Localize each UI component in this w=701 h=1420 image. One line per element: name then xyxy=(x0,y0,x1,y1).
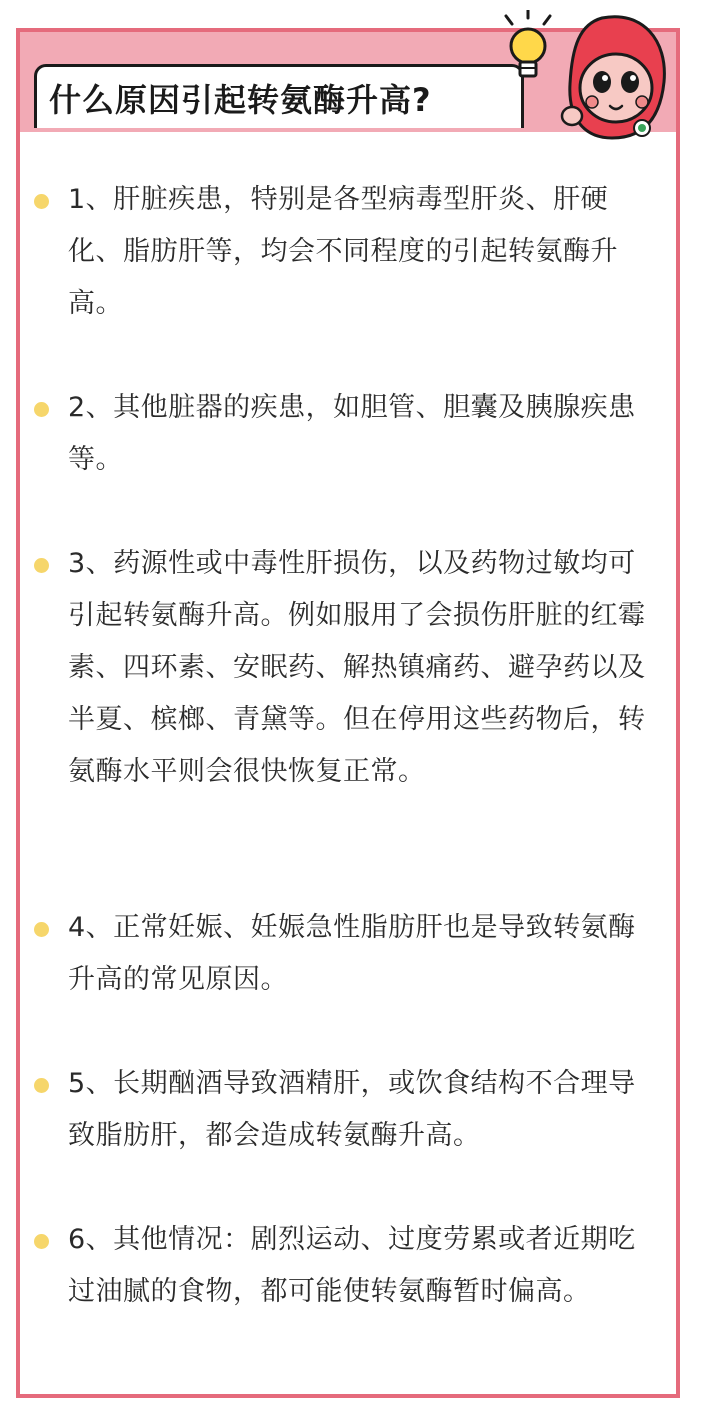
info-card xyxy=(16,28,680,1398)
list-item-text: 2、其他脏器的疾患，如胆管、胆囊及胰腺疾患等。 xyxy=(68,392,636,475)
bullet-dot xyxy=(34,1078,49,1093)
bullet-dot xyxy=(34,402,49,417)
lightbulb-icon xyxy=(506,10,550,76)
bullet-dot xyxy=(34,194,49,209)
list-item-text: 6、其他情况：剧烈运动、过度劳累或者近期吃过油腻的食物，都可能使转氨酶暂时偏高。 xyxy=(68,1224,636,1307)
bullet-dot xyxy=(34,558,49,573)
list-item-text: 5、长期酗酒导致酒精肝，或饮食结构不合理导致脂肪肝，都会造成转氨酶升高。 xyxy=(68,1068,636,1151)
title-box xyxy=(34,64,524,128)
list-item-text: 1、肝脏疾患，特别是各型病毒型肝炎、肝硬化、脂肪肝等，均会不同程度的引起转氨酶升高。 xyxy=(68,184,618,319)
bullet-dot xyxy=(34,1234,49,1249)
list-item-text: 3、药源性或中毒性肝损伤，以及药物过敏均可引起转氨酶升高。例如服用了会损伤肝脏的红霉素、四环素、安眠药、解热镇痛药、避孕药以及半夏、槟榔、青黛等。但在停用这些药物后，转氨酶水平则会很快恢复正常。 xyxy=(68,548,646,787)
page-title: 什么原因引起转氨酶升高? xyxy=(49,80,432,119)
list-item-text: 4、正常妊娠、妊娠急性脂肪肝也是导致转氨酶升高的常见原因。 xyxy=(68,912,636,995)
mascot-icon xyxy=(492,10,672,140)
bullet-dot xyxy=(34,922,49,937)
